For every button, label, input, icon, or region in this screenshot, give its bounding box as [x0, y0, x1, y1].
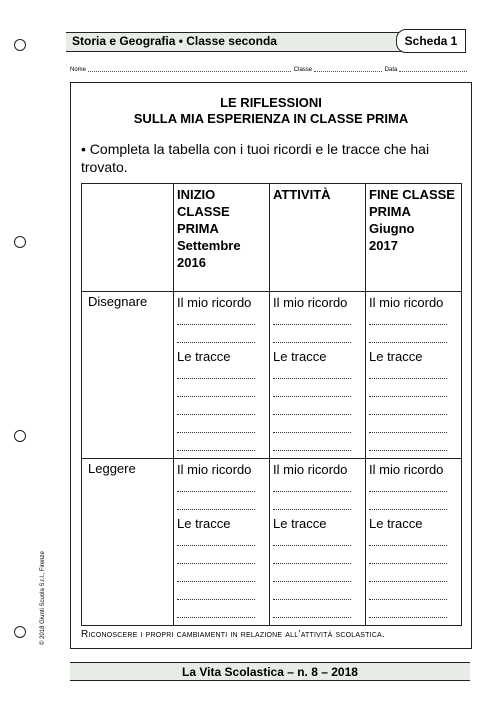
- tracce-label: Le tracce: [177, 516, 231, 531]
- answer-line[interactable]: [369, 330, 458, 348]
- header-inizio: [174, 184, 270, 292]
- tracce-label: Le tracce: [369, 349, 423, 364]
- answer-line[interactable]: [273, 497, 362, 515]
- instruction-text: • Completa la tabella con i tuoi ricordi e le tracce che hai trovato.: [81, 141, 430, 175]
- table-header-row: [82, 184, 462, 292]
- answer-line[interactable]: [177, 366, 266, 384]
- header-line: PRIMA: [177, 221, 219, 236]
- answer-line[interactable]: [273, 605, 362, 623]
- table-header-empty: [82, 184, 174, 292]
- ricordo-label: Il mio ricordo: [273, 462, 348, 477]
- worksheet-frame: [70, 82, 472, 649]
- binder-hole-1: [14, 39, 26, 51]
- answer-line[interactable]: [273, 402, 362, 420]
- cell-leggere-attivita[interactable]: [270, 459, 366, 626]
- nome-field[interactable]: [88, 65, 291, 72]
- answer-line[interactable]: [273, 384, 362, 402]
- answer-line[interactable]: [177, 551, 266, 569]
- table-row: [82, 292, 462, 459]
- answer-line[interactable]: [273, 533, 362, 551]
- row-label-leggere: Leggere: [82, 459, 174, 626]
- answer-line[interactable]: [273, 479, 362, 497]
- binder-hole-4: [14, 626, 26, 638]
- answer-line[interactable]: [369, 551, 458, 569]
- answer-line[interactable]: [369, 366, 458, 384]
- student-fields: [70, 65, 470, 73]
- ricordo-label: Il mio ricordo: [177, 462, 252, 477]
- row-label-disegnare: Disegnare: [82, 292, 174, 459]
- tracce-label: Le tracce: [273, 349, 327, 364]
- answer-line[interactable]: [177, 312, 266, 330]
- header-line: 2016: [177, 255, 206, 270]
- ricordo-label: Il mio ricordo: [369, 295, 444, 310]
- cell-leggere-inizio[interactable]: [174, 459, 270, 626]
- answer-line[interactable]: [177, 569, 266, 587]
- answer-line[interactable]: [177, 479, 266, 497]
- cell-disegnare-fine[interactable]: [366, 292, 462, 459]
- answer-line[interactable]: [177, 497, 266, 515]
- answer-line[interactable]: [177, 330, 266, 348]
- classe-field[interactable]: [314, 65, 382, 72]
- memory-table: [81, 183, 462, 626]
- answer-line[interactable]: [177, 587, 266, 605]
- answer-line[interactable]: [369, 587, 458, 605]
- table-row: [82, 459, 462, 626]
- header-line: Giugno: [369, 221, 415, 236]
- header-line: INIZIO: [177, 187, 216, 202]
- answer-line[interactable]: [273, 438, 362, 456]
- footer-bar: La Vita Scolastica – n. 8 – 2018: [70, 662, 470, 681]
- header-line: CLASSE: [177, 204, 230, 219]
- answer-line[interactable]: [369, 605, 458, 623]
- nome-label: Nome: [70, 67, 87, 73]
- objective-note: Riconoscere i propri cambiamenti in relazione all’attività scolastica.: [81, 629, 385, 640]
- ricordo-label: Il mio ricordo: [273, 295, 348, 310]
- answer-line[interactable]: [369, 312, 458, 330]
- answer-line[interactable]: [273, 587, 362, 605]
- binder-hole-3: [14, 430, 26, 442]
- answer-line[interactable]: [273, 569, 362, 587]
- answer-line[interactable]: [177, 384, 266, 402]
- answer-line[interactable]: [273, 330, 362, 348]
- answer-line[interactable]: [177, 420, 266, 438]
- answer-line[interactable]: [369, 479, 458, 497]
- answer-line[interactable]: [273, 366, 362, 384]
- scheda-tab: Scheda 1: [396, 29, 466, 53]
- data-label: Data: [384, 67, 398, 73]
- header-line: FINE CLASSE: [369, 187, 455, 202]
- answer-line[interactable]: [369, 420, 458, 438]
- answer-line[interactable]: [369, 384, 458, 402]
- answer-line[interactable]: [273, 312, 362, 330]
- tracce-label: Le tracce: [273, 516, 327, 531]
- header-bar: [66, 32, 464, 52]
- answer-line[interactable]: [369, 569, 458, 587]
- answer-line[interactable]: [369, 497, 458, 515]
- header-line: Settembre: [177, 238, 241, 253]
- answer-line[interactable]: [369, 402, 458, 420]
- cell-disegnare-inizio[interactable]: [174, 292, 270, 459]
- answer-line[interactable]: [273, 420, 362, 438]
- header-attivita: [270, 184, 366, 292]
- subject-label: Storia e Geografia • Classe seconda: [72, 34, 277, 48]
- cell-leggere-fine[interactable]: [366, 459, 462, 626]
- copyright-text: © 2018 Giunti Scuola S.r.l., Firenze: [40, 551, 46, 645]
- tracce-label: Le tracce: [177, 349, 231, 364]
- tracce-label: Le tracce: [369, 516, 423, 531]
- answer-line[interactable]: [177, 605, 266, 623]
- answer-line[interactable]: [177, 438, 266, 456]
- data-field[interactable]: [399, 65, 467, 72]
- classe-label: Classe: [293, 67, 313, 73]
- header-line: ATTIVITÀ: [273, 187, 331, 202]
- header-line: 2017: [369, 238, 398, 253]
- title-line-2: SULLA MIA ESPERIENZA IN CLASSE PRIMA: [133, 111, 409, 126]
- ricordo-label: Il mio ricordo: [177, 295, 252, 310]
- title-line-1: LE RIFLESSIONI: [220, 95, 322, 110]
- answer-line[interactable]: [369, 438, 458, 456]
- answer-line[interactable]: [177, 402, 266, 420]
- answer-line[interactable]: [273, 551, 362, 569]
- cell-disegnare-attivita[interactable]: [270, 292, 366, 459]
- header-line: PRIMA: [369, 204, 411, 219]
- binder-hole-2: [14, 236, 26, 248]
- answer-line[interactable]: [369, 533, 458, 551]
- answer-line[interactable]: [177, 533, 266, 551]
- ricordo-label: Il mio ricordo: [369, 462, 444, 477]
- header-fine: [366, 184, 462, 292]
